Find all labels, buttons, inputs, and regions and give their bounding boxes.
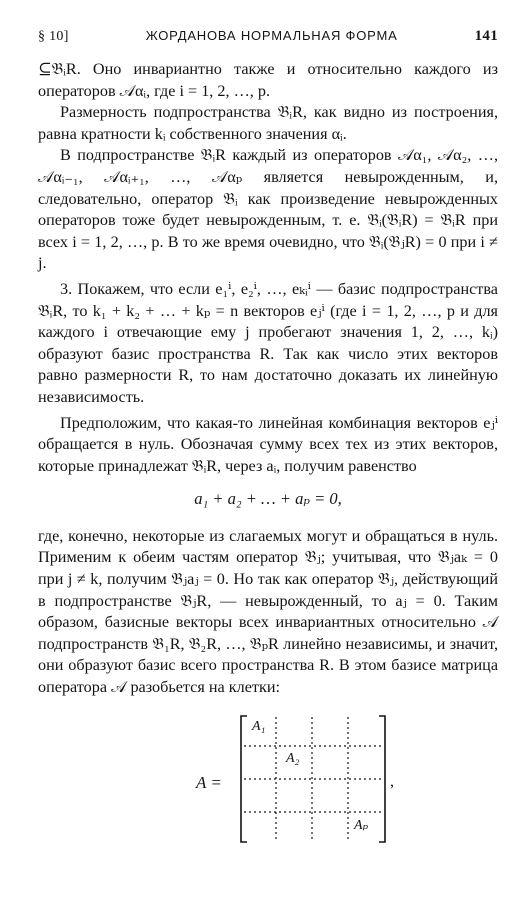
paragraph-3: В подпространстве 𝔅ᵢR каждый из операторов 𝒜α₁, 𝒜α₂, …, 𝒜αᵢ₋₁, 𝒜αᵢ₊₁, …, 𝒜αₚ является невырожденным, и, следовательно, оператор 𝔅ᵢ как произведение невырожденных операторов тоже будет невырожденным, т. е. 𝔅ᵢ(𝔅ᵢR) = 𝔅ᵢR при всех i = 1, 2, …, p. В то же время очевидно, что 𝔅ᵢ(𝔅ⱼR) = 0 при i ≠ j. [38,146,498,273]
matrix-body [240,713,386,845]
page-number: 141 [474,28,498,44]
block-ap: Aₚ [354,817,369,833]
display-equation: a₁ + a₂ + … + aₚ = 0, [194,489,342,509]
paragraph-5: Предположим, что какая-то линейная комбинация векторов eⱼⁱ обращается в нуль. Обозначая сумму всех тех из этих векторов, которые принадлежат 𝔅ᵢR, через aᵢ, получим равенство [38,413,498,475]
paragraph-2: Размерность подпространства 𝔅ᵢR, как видно из построения, равна кратности kᵢ собственного значения αᵢ. [38,103,498,143]
block-a2: A₂ [286,750,300,766]
matrix-lhs: A = [196,772,222,792]
paragraph-1: ⊆𝔅ᵢR. Оно инвариантно также и относительно каждого из операторов 𝒜αᵢ, где i = 1, 2, …, p. [38,60,498,100]
main-text [38,59,498,699]
chapter-title: ЖОРДАНОВА НОРМАЛЬНАЯ ФОРМА [145,28,398,43]
running-header [38,28,498,45]
block-matrix [38,713,526,873]
section-mark: § 10] [38,29,69,44]
paragraph-6: где, конечно, некоторые из слагаемых могут и обращаться в нуль. Применим к обеим частям оператор 𝔅ⱼ; учитывая, что 𝔅ⱼaₖ = 0 при j ≠ k, получим 𝔅ⱼaⱼ = 0. Но так как оператор 𝔅ⱼ, действующий в подпространстве 𝔅ⱼR, — невырожденный, то aⱼ = 0. Таким образом, базисные векторы всех инвариантных относительно 𝒜 подпространств 𝔅₁R, 𝔅₂R, …, 𝔅ₚR линейно независимы, и значит, они образуют базис всего пространства R. В этом базисе матрица оператора 𝒜 разобьется на клетки: [38,526,498,697]
block-a1: A₁ [252,718,266,734]
paragraph-4: 3. Покажем, что если e₁ⁱ, e₂ⁱ, …, eₖᵢⁱ — базис подпространства 𝔅ᵢR, то k₁ + k₂ + … + kₚ = n векторов eⱼⁱ (где i = 1, 2, …, p и для каждого i отвечающие ему j пробегают значения 1, 2, …, kᵢ) образуют базис пространства R. Так как число этих векторов равно размерности R, то нам достаточно доказать их линейную независимость. [38,279,498,406]
matrix-trailing-comma: , [390,772,394,790]
